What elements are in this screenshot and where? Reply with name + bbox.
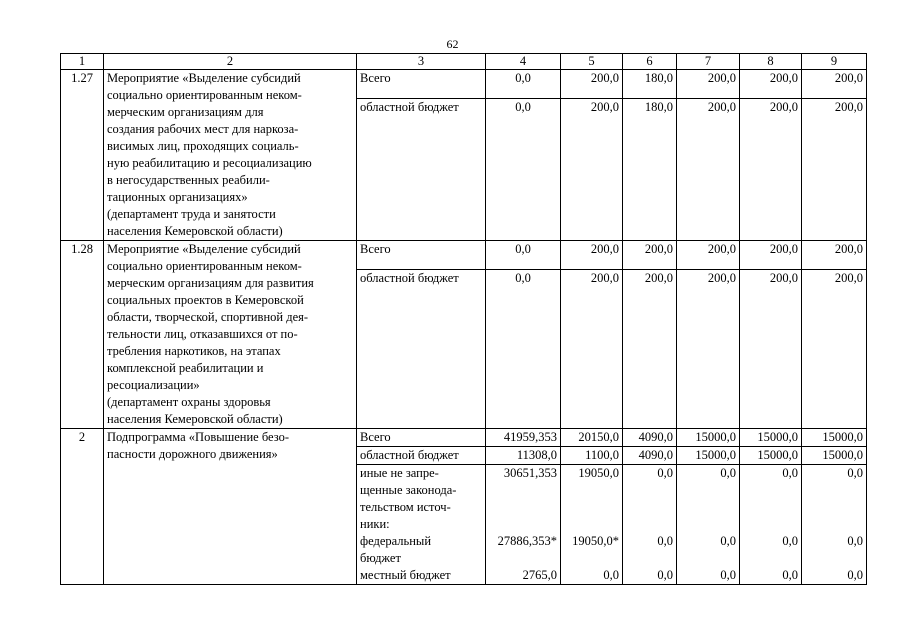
measure-name bbox=[104, 429, 357, 585]
value-cell: 200,0 bbox=[561, 270, 623, 429]
spacer bbox=[680, 516, 736, 533]
row-number: 1.27 bbox=[61, 70, 104, 241]
value-cell: 30651,353 bbox=[503, 466, 557, 480]
value-cell: 180,0 bbox=[623, 70, 677, 99]
measure-name-line: населения Кемеровской области) bbox=[107, 412, 283, 426]
spacer bbox=[564, 516, 619, 533]
value-cell: 200,0 bbox=[740, 270, 802, 429]
spacer bbox=[564, 550, 619, 567]
value-cell: 200,0 bbox=[561, 70, 623, 99]
table-row bbox=[61, 429, 867, 447]
spacer bbox=[564, 499, 619, 516]
header-cell: 9 bbox=[802, 54, 867, 70]
spacer bbox=[680, 499, 736, 516]
measure-name-line: в негосударственных реабили- bbox=[107, 173, 270, 187]
header-cell: 6 bbox=[623, 54, 677, 70]
budget-table bbox=[60, 53, 867, 585]
header-cell: 4 bbox=[486, 54, 561, 70]
value-cell: 0,0 bbox=[486, 99, 561, 241]
measure-name bbox=[104, 241, 357, 429]
value-cell: 0,0 bbox=[657, 568, 673, 582]
value-cell: 15000,0 bbox=[677, 447, 740, 465]
value-cell: 200,0 bbox=[677, 241, 740, 270]
measure-name-line: социальных проектов в Кемеровской bbox=[107, 293, 304, 307]
spacer bbox=[743, 550, 798, 567]
measure-name-line: населения Кемеровской области) bbox=[107, 224, 283, 238]
header-row bbox=[61, 54, 867, 70]
spacer bbox=[489, 482, 557, 499]
measure-name-line: Мероприятие «Выделение субсидий bbox=[107, 242, 301, 256]
value-cell: 0,0 bbox=[720, 534, 736, 548]
value-cell: 200,0 bbox=[677, 270, 740, 429]
value-stack bbox=[486, 465, 561, 585]
row-number: 1.28 bbox=[61, 241, 104, 429]
source-label: областной бюджет bbox=[357, 447, 486, 465]
value-stack bbox=[561, 465, 623, 585]
row-number: 2 bbox=[61, 429, 104, 585]
value-cell: 1100,0 bbox=[561, 447, 623, 465]
value-cell: 200,0 bbox=[677, 70, 740, 99]
other-sources-labels bbox=[357, 465, 486, 585]
spacer bbox=[743, 482, 798, 499]
measure-name-line: (департамент труда и занятости bbox=[107, 207, 276, 221]
value-cell: 0,0 bbox=[603, 568, 619, 582]
spacer bbox=[626, 482, 673, 499]
value-cell: 180,0 bbox=[623, 99, 677, 241]
value-cell: 27886,353* bbox=[497, 534, 557, 548]
spacer bbox=[805, 482, 863, 499]
value-cell: 200,0 bbox=[802, 99, 867, 241]
measure-name-line: Подпрограмма «Повышение безо- bbox=[107, 430, 290, 444]
page-number: 62 bbox=[446, 37, 459, 51]
value-cell: 41959,353 bbox=[486, 429, 561, 447]
value-cell: 0,0 bbox=[782, 534, 798, 548]
value-cell: 0,0 bbox=[486, 270, 561, 429]
value-cell: 0,0 bbox=[486, 70, 561, 99]
spacer bbox=[564, 482, 619, 499]
measure-name bbox=[104, 70, 357, 241]
measure-name-line: Мероприятие «Выделение субсидий bbox=[107, 71, 301, 85]
value-cell: 0,0 bbox=[847, 466, 863, 480]
measure-name-line: тационных организациях» bbox=[107, 190, 248, 204]
measure-name-line: тельности лиц, отказавшихся от по- bbox=[107, 327, 298, 341]
value-cell: 15000,0 bbox=[740, 447, 802, 465]
local-label: местный бюджет bbox=[360, 568, 451, 582]
value-cell: 200,0 bbox=[740, 99, 802, 241]
value-cell: 0,0 bbox=[657, 534, 673, 548]
header-cell: 2 bbox=[104, 54, 357, 70]
value-cell: 15000,0 bbox=[802, 447, 867, 465]
spacer bbox=[680, 550, 736, 567]
value-cell: 0,0 bbox=[720, 466, 736, 480]
spacer bbox=[743, 499, 798, 516]
source-label: Всего bbox=[357, 70, 486, 99]
value-cell: 19050,0* bbox=[572, 534, 619, 548]
spacer bbox=[489, 550, 557, 567]
source-label: Всего bbox=[357, 241, 486, 270]
spacer bbox=[805, 516, 863, 533]
value-cell: 0,0 bbox=[782, 568, 798, 582]
value-cell: 200,0 bbox=[623, 270, 677, 429]
value-cell: 0,0 bbox=[847, 534, 863, 548]
measure-name-line: области, творческой, спортивной дея- bbox=[107, 310, 309, 324]
spacer bbox=[743, 516, 798, 533]
header-cell: 5 bbox=[561, 54, 623, 70]
other-sources-label-line: ники: bbox=[360, 517, 390, 531]
measure-name-line: мерческим организациям для развития bbox=[107, 276, 314, 290]
measure-name-line: мерческим организациям для bbox=[107, 105, 264, 119]
measure-name-line: комплексной реабилитации и bbox=[107, 361, 264, 375]
value-cell: 20150,0 bbox=[561, 429, 623, 447]
value-cell: 2765,0 bbox=[522, 568, 557, 582]
value-cell: 200,0 bbox=[740, 70, 802, 99]
value-cell: 200,0 bbox=[802, 241, 867, 270]
measure-name-line: (департамент охраны здоровья bbox=[107, 395, 271, 409]
value-cell: 0,0 bbox=[657, 466, 673, 480]
value-cell: 200,0 bbox=[740, 241, 802, 270]
value-cell: 200,0 bbox=[802, 270, 867, 429]
value-cell: 0,0 bbox=[486, 241, 561, 270]
value-cell: 15000,0 bbox=[802, 429, 867, 447]
source-label: областной бюджет bbox=[357, 99, 486, 241]
value-cell: 200,0 bbox=[623, 241, 677, 270]
measure-name-line: социально ориентированным неком- bbox=[107, 88, 302, 102]
spacer bbox=[626, 499, 673, 516]
measure-name-line: ную реабилитацию и ресоциализацию bbox=[107, 156, 312, 170]
measure-name-line: создания рабочих мест для наркоза- bbox=[107, 122, 299, 136]
measure-name-line: ресоциализации» bbox=[107, 378, 200, 392]
spacer bbox=[489, 516, 557, 533]
table-row bbox=[61, 70, 867, 99]
measure-name-line: требления наркотиков, на этапах bbox=[107, 344, 281, 358]
header-cell: 7 bbox=[677, 54, 740, 70]
spacer bbox=[805, 499, 863, 516]
spacer bbox=[805, 550, 863, 567]
value-stack bbox=[623, 465, 677, 585]
value-cell: 15000,0 bbox=[677, 429, 740, 447]
spacer bbox=[626, 550, 673, 567]
value-stack bbox=[677, 465, 740, 585]
value-cell: 200,0 bbox=[802, 70, 867, 99]
value-cell: 4090,0 bbox=[623, 429, 677, 447]
value-cell: 11308,0 bbox=[486, 447, 561, 465]
measure-name-line: пасности дорожного движения» bbox=[107, 447, 278, 461]
value-cell: 15000,0 bbox=[740, 429, 802, 447]
value-cell: 200,0 bbox=[561, 99, 623, 241]
other-sources-label-line: тельством источ- bbox=[360, 500, 451, 514]
value-cell: 200,0 bbox=[561, 241, 623, 270]
header-cell: 3 bbox=[357, 54, 486, 70]
measure-name-line: висимых лиц, проходящих социаль- bbox=[107, 139, 299, 153]
measure-name-line: социально ориентированным неком- bbox=[107, 259, 302, 273]
other-sources-label-line: иные не запре- bbox=[360, 466, 439, 480]
value-cell: 4090,0 bbox=[623, 447, 677, 465]
federal-label-line: федеральный bbox=[360, 534, 432, 548]
value-cell: 0,0 bbox=[847, 568, 863, 582]
value-cell: 0,0 bbox=[720, 568, 736, 582]
spacer bbox=[489, 499, 557, 516]
source-label: Всего bbox=[357, 429, 486, 447]
spacer bbox=[626, 516, 673, 533]
spacer bbox=[680, 482, 736, 499]
value-cell: 0,0 bbox=[782, 466, 798, 480]
federal-label-line: бюджет bbox=[360, 551, 401, 565]
header-cell: 8 bbox=[740, 54, 802, 70]
value-cell: 200,0 bbox=[677, 99, 740, 241]
table-row bbox=[61, 241, 867, 270]
source-label: областной бюджет bbox=[357, 270, 486, 429]
other-sources-label-line: щенные законода- bbox=[360, 483, 457, 497]
value-stack bbox=[740, 465, 802, 585]
value-stack bbox=[802, 465, 867, 585]
value-cell: 19050,0 bbox=[578, 466, 619, 480]
header-cell: 1 bbox=[61, 54, 104, 70]
